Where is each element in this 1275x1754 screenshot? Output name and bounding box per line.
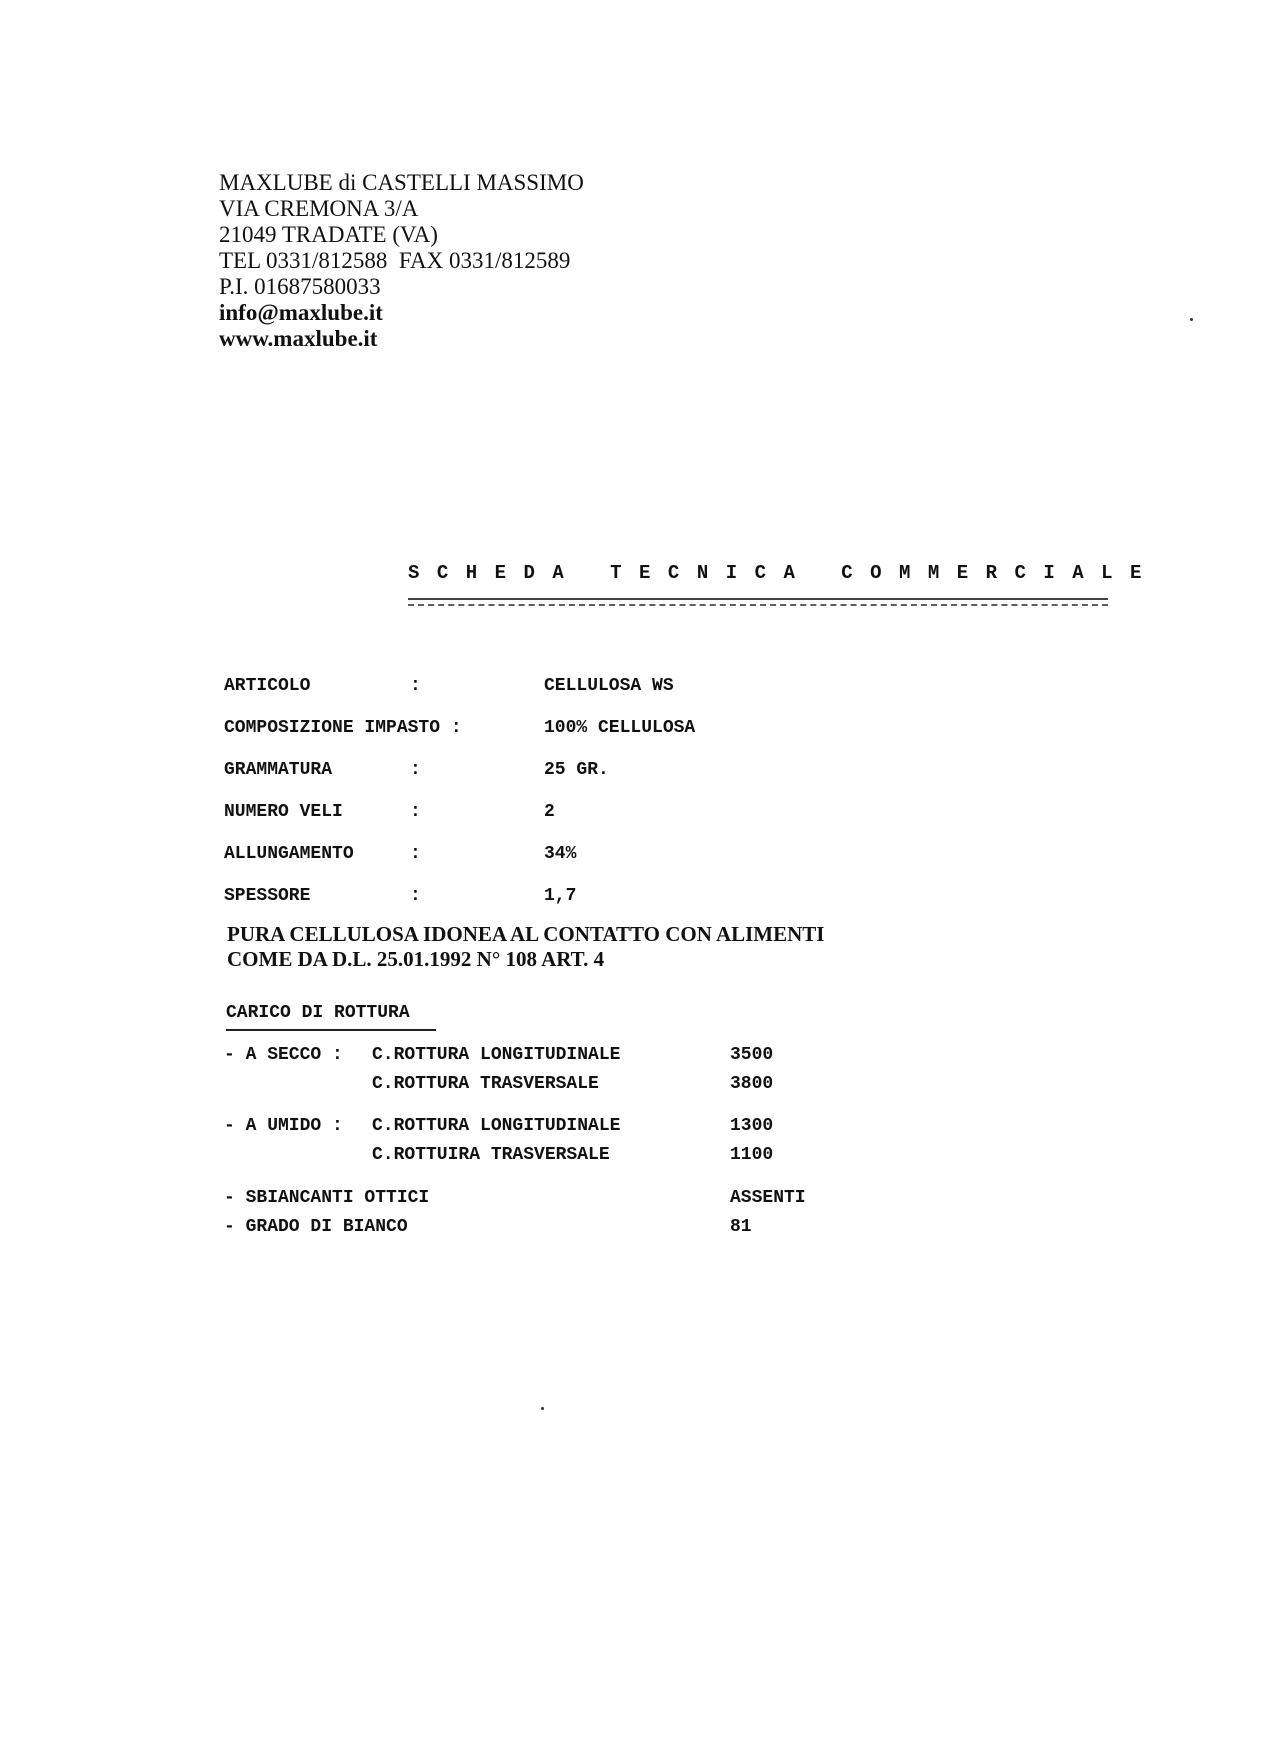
- spec-label: ALLUNGAMENTO: [224, 844, 354, 864]
- title-underline: [408, 598, 1108, 606]
- note-line: COME DA D.L. 25.01.1992 N° 108 ART. 4: [227, 947, 605, 971]
- spec-label: SPESSORE: [224, 886, 311, 906]
- rottura-label: C.ROTTURA LONGITUDINALE: [372, 1045, 621, 1065]
- company-city: 21049 TRADATE (VA): [219, 222, 438, 247]
- section-underline: [226, 1029, 436, 1031]
- rottura-value: 1300: [730, 1116, 774, 1136]
- spec-separator: :: [410, 676, 421, 696]
- spec-separator: :: [410, 844, 421, 864]
- extra-value: ASSENTI: [730, 1188, 806, 1208]
- spec-label: NUMERO VELI: [224, 802, 343, 822]
- rottura-label: C.ROTTUIRA TRASVERSALE: [372, 1145, 610, 1165]
- company-street: VIA CREMONA 3/A: [219, 196, 419, 221]
- spec-separator: :: [410, 760, 421, 780]
- note-line: PURA CELLULOSA IDONEA AL CONTATTO CON ALIMENTI: [227, 922, 825, 946]
- company-vat: P.I. 01687580033: [219, 274, 381, 299]
- spec-value: 100% CELLULOSA: [544, 718, 696, 738]
- extra-value: 81: [730, 1217, 752, 1237]
- spec-label: COMPOSIZIONE IMPASTO :: [224, 718, 462, 738]
- spec-value: 2: [544, 802, 555, 822]
- scan-speck: [541, 1407, 544, 1410]
- spec-value: 1,7: [544, 886, 577, 906]
- rottura-prefix: - A UMIDO :: [224, 1116, 343, 1136]
- extra-label: - SBIANCANTI OTTICI: [224, 1188, 430, 1208]
- rottura-value: 3500: [730, 1045, 774, 1065]
- company-name: MAXLUBE di CASTELLI MASSIMO: [219, 170, 584, 195]
- rottura-value: 1100: [730, 1145, 774, 1165]
- spec-value: CELLULOSA WS: [544, 676, 674, 696]
- spec-value: 25 GR.: [544, 760, 609, 780]
- rottura-value: 3800: [730, 1074, 774, 1094]
- rottura-prefix: - A SECCO :: [224, 1045, 343, 1065]
- rottura-label: C.ROTTURA LONGITUDINALE: [372, 1116, 621, 1136]
- document-title: SCHEDA TECNICA COMMERCIALE: [408, 562, 1159, 584]
- section-title-carico-rottura: CARICO DI ROTTURA: [226, 1003, 410, 1023]
- company-website: www.maxlube.it: [219, 326, 378, 351]
- spec-value: 34%: [544, 844, 577, 864]
- food-contact-note: [227, 922, 824, 972]
- company-phone-fax: TEL 0331/812588 FAX 0331/812589: [219, 248, 571, 273]
- spec-label: ARTICOLO: [224, 676, 311, 696]
- spec-separator: :: [410, 802, 421, 822]
- company-header: [219, 170, 584, 352]
- company-email: info@maxlube.it: [219, 300, 383, 325]
- spec-separator: :: [410, 886, 421, 906]
- extra-label: - GRADO DI BIANCO: [224, 1217, 408, 1237]
- rottura-label: C.ROTTURA TRASVERSALE: [372, 1074, 599, 1094]
- spec-label: GRAMMATURA: [224, 760, 333, 780]
- scan-speck: [1190, 318, 1193, 321]
